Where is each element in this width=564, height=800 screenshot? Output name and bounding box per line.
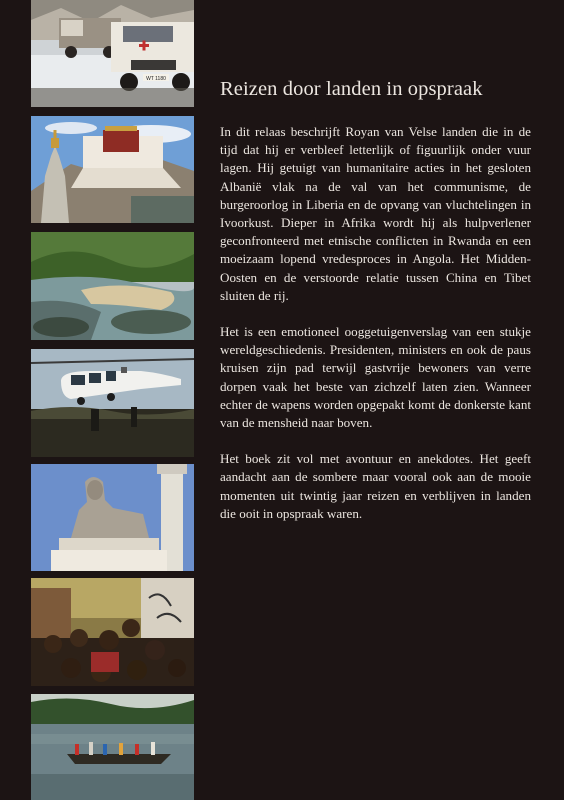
sphinx-statue-photo xyxy=(31,464,194,571)
paragraph-1: In dit relaas beschrijft Royan van Velse landen die in de tijd dat hij er verbleef letterlijk of figuurlijk onder vuur lagen. Hij getuigt van humanitaire acties in het gesloten Albanië vlak na de val van het communisme, de burgeroorlog in Liberia en de opvang van vluchtelingen in Ivoorkust. Dieper in Afrika wordt hij als hulpverlener geconfronteerd met etnische conflicten in Rwanda en een moeizaam lopend vredesproces in Angola. Het Midden-Oosten en de verstoorde relatie tussen China en Tibet sluiten de rij. xyxy=(220,124,531,303)
text-column xyxy=(220,78,531,541)
svg-text:WT 1180: WT 1180 xyxy=(146,76,166,82)
river-canoe-photo xyxy=(31,694,194,800)
vehicles-in-snow-photo xyxy=(31,0,194,107)
tropical-coast-photo xyxy=(31,232,194,340)
page-title: Reizen door landen in opspraak xyxy=(220,78,483,100)
paragraph-3: Het boek zit vol met avontuur en anekdotes. Het geeft aandacht aan de sombere maar vooral ook aan de mooie momenten uit twintig jaar reizen en verblijven in landen die ooit in opspraak waren. xyxy=(220,451,531,521)
helicopter-photo xyxy=(31,349,194,457)
photo-strip xyxy=(31,0,194,800)
village-children-photo xyxy=(31,578,194,686)
tibet-palace-stupa-photo xyxy=(31,116,194,223)
paragraph-2: Het is een emotioneel ooggetuigenverslag van een stukje wereldgeschiedenis. Presidenten, ministers en ook de paus kruisen zijn pad terwijl gastvrije bewoners van verre dorpen vaak het beste van zichzelf laten zien. Wanneer echter de wapens worden opgepakt komt de donkerste kant van de mensheid naar boven. xyxy=(220,324,531,431)
